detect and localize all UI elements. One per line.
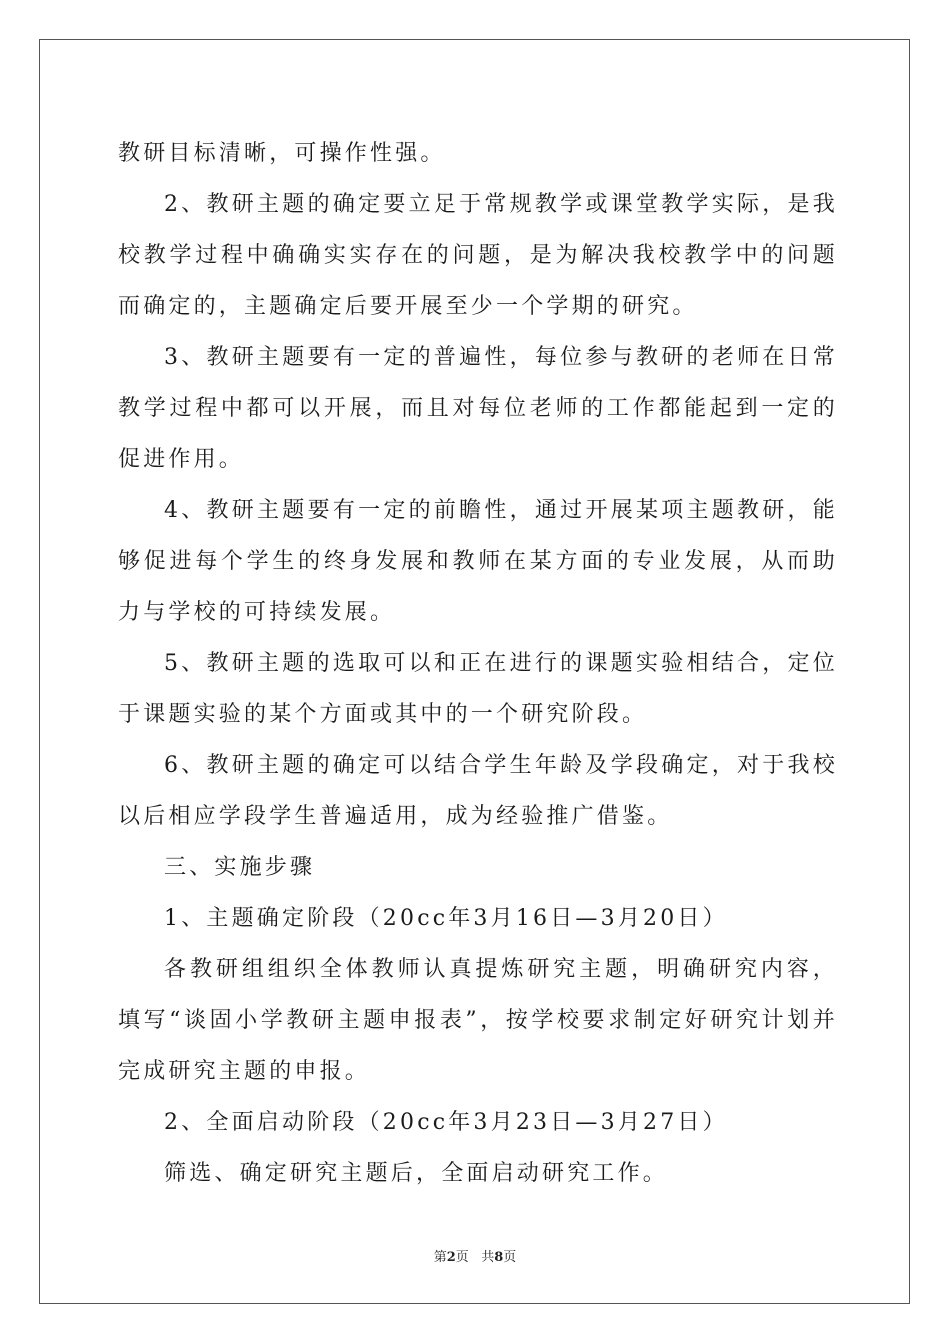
paragraph: 筛选、确定研究主题后，全面启动研究工作。 bbox=[164, 1161, 669, 1186]
footer-prefix: 第 bbox=[433, 1250, 447, 1265]
current-page-number: 2 bbox=[446, 1250, 456, 1265]
section-heading: 三、实施步骤 bbox=[164, 855, 316, 880]
document-body bbox=[118, 128, 838, 1199]
paragraph: 3、教研主题要有一定的普遍性，每位参与教研的老师在日常教学过程中都可以开展，而且对每位老师的工作都能起到一定的促进作用。 bbox=[118, 345, 838, 472]
paragraph: 6、教研主题的确定可以结合学生年龄及学段确定，对于我校以后相应学段学生普遍适用，成为经验推广借鉴。 bbox=[118, 753, 838, 829]
total-page-number: 8 bbox=[494, 1250, 504, 1265]
paragraph: 5、教研主题的选取可以和正在进行的课题实验相结合，定位于课题实验的某个方面或其中的一个研究阶段。 bbox=[118, 651, 838, 727]
paragraph: 4、教研主题要有一定的前瞻性，通过开展某项主题教研，能够促进每个学生的终身发展和教师在某方面的专业发展，从而助力与学校的可持续发展。 bbox=[118, 498, 838, 625]
paragraph: 教研目标清晰，可操作性强。 bbox=[118, 141, 446, 166]
paragraph: 各教研组组织全体教师认真提炼研究主题，明确研究内容，填写“谈固小学教研主题申报表”，按学校要求制定好研究计划并完成研究主题的申报。 bbox=[118, 957, 838, 1084]
step-heading: 1、主题确定阶段（20cc年3月16日—3月20日） bbox=[164, 906, 728, 931]
step-heading: 2、全面启动阶段（20cc年3月23日—3月27日） bbox=[164, 1110, 728, 1135]
footer-middle: 页 共 bbox=[455, 1250, 495, 1265]
footer-suffix: 页 bbox=[503, 1250, 517, 1265]
paragraph: 2、教研主题的确定要立足于常规教学或课堂教学实际，是我校教学过程中确确实实存在的问题，是为解决我校教学中的问题而确定的，主题确定后要开展至少一个学期的研究。 bbox=[118, 192, 838, 319]
page-footer bbox=[0, 1246, 950, 1265]
